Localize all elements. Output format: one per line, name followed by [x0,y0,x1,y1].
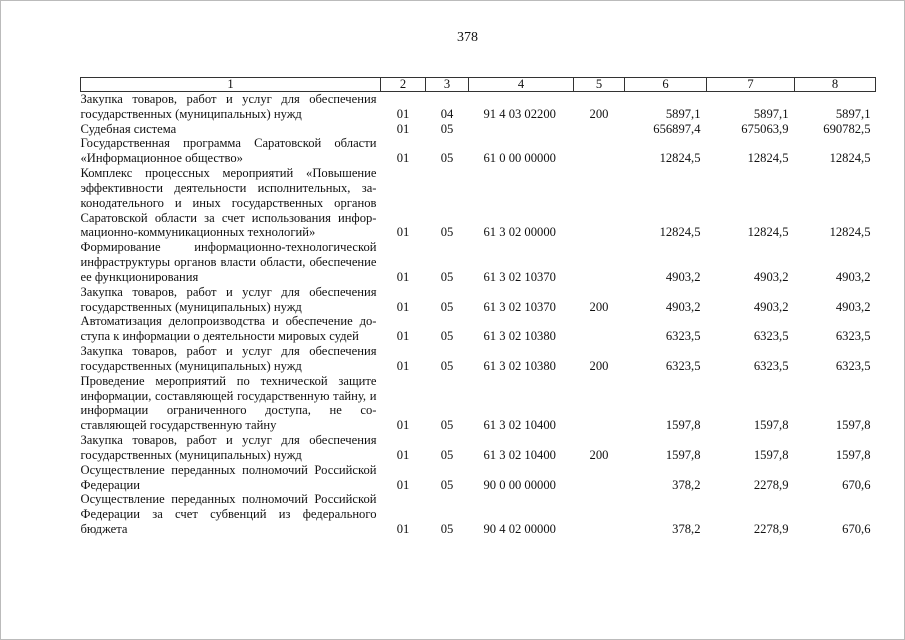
cell-target-article: 61 3 02 00000 [483,225,556,240]
cell-amount-col8: 5897,1 [835,106,871,121]
cell-amount-col7: 5897,1 [753,106,789,121]
cell-description: Закупка товаров, работ и услуг для обеспечения государственных (муниципальных) нужд [80,284,377,314]
cell-amount-col7: 2278,9 [753,522,789,537]
cell-amount-col7: 2278,9 [753,477,789,492]
cell-section: 01 [396,358,410,373]
table-row [81,374,876,433]
cell-description: Закупка товаров, работ и услуг для обеспечения государственных (муниципальных) нужд [80,433,377,462]
cell-subsection: 05 [440,329,454,344]
cell-amount-col8: 670,6 [842,477,871,492]
cell-amount-col6: 6323,5 [665,329,701,344]
cell-expense-type [574,314,625,344]
cell-amount-col6: 378,2 [672,477,701,492]
cell-description: Проведение мероприятий по технической защите информации, составляющей государственную тайну, и информации ограниченного доступа, не составляющей государственную тайну [80,373,377,433]
cell-amount-col6: 378,2 [672,522,701,537]
cell-target-article: 61 3 02 10370 [483,299,556,314]
cell-amount-col8: 6323,5 [835,358,871,373]
header-row [81,78,876,92]
cell-amount-col7: 6323,5 [753,358,789,373]
cell-subsection: 05 [440,299,454,314]
cell-subsection: 05 [440,522,454,537]
table-row [81,285,876,315]
cell-expense-type: 200 [589,106,609,121]
column-header-2: 2 [381,78,426,92]
cell-description: Автоматизация делопроизводства и обеспечение доступа к информации о деятельности мировых судей [80,314,377,344]
cell-amount-col7: 4903,2 [753,269,789,284]
cell-subsection: 05 [440,225,454,240]
cell-expense-type [574,240,625,284]
cell-amount-col6: 12824,5 [659,225,701,240]
cell-section: 01 [396,121,410,136]
cell-target-article: 61 3 02 10380 [483,329,556,344]
cell-section: 01 [396,447,410,462]
cell-target-article: 61 3 02 10400 [483,418,556,433]
column-header-3: 3 [426,78,469,92]
cell-amount-col8: 4903,2 [835,269,871,284]
cell-subsection: 04 [440,106,454,121]
cell-description: Закупка товаров, работ и услуг для обеспечения государственных (муниципальных) нужд [80,344,377,373]
cell-target-article: 61 0 00 00000 [483,151,556,166]
cell-section: 01 [396,418,410,433]
cell-description: Осуществление переданных полномочий Российской Федерации за счет субвенций из федерального бюджета [80,492,377,537]
cell-subsection: 05 [440,151,454,166]
cell-amount-col8: 12824,5 [829,225,871,240]
cell-amount-col8: 1597,8 [835,447,871,462]
cell-description: Судебная система [80,121,177,136]
table-row [81,92,876,122]
cell-section: 01 [396,225,410,240]
cell-target-article: 61 3 02 10400 [483,447,556,462]
cell-section: 01 [396,299,410,314]
cell-description: Формирование информационно-технологической инфраструктуры органов власти области, обеспечение ее функционирования [80,240,377,284]
cell-amount-col8: 12824,5 [829,151,871,166]
cell-amount-col8: 4903,2 [835,299,871,314]
column-header-4: 4 [469,78,574,92]
cell-description: Закупка товаров, работ и услуг для обеспечения государственных (муниципальных) нужд [80,92,377,121]
cell-section: 01 [396,329,410,344]
cell-subsection: 05 [440,121,454,136]
cell-expense-type [574,374,625,433]
table-row [81,314,876,344]
table-row [81,136,876,166]
table-row [81,122,876,137]
cell-amount-col7: 12824,5 [747,225,789,240]
cell-target-article: 91 4 03 02200 [483,106,556,121]
page-number: 378 [457,30,478,45]
cell-expense-type: 200 [589,358,609,373]
cell-section: 01 [396,269,410,284]
cell-amount-col6: 4903,2 [665,269,701,284]
table-row [81,433,876,463]
cell-section: 01 [396,106,410,121]
table-row [81,463,876,493]
cell-subsection: 05 [440,477,454,492]
cell-amount-col6: 12824,5 [659,151,701,166]
cell-amount-col7: 12824,5 [747,151,789,166]
cell-section: 01 [396,151,410,166]
cell-amount-col6: 5897,1 [665,106,701,121]
cell-description: Осуществление переданных полномочий Российской Федерации [80,462,377,492]
cell-target-article: 61 3 02 10370 [483,269,556,284]
budget-table [80,77,876,537]
column-header-1: 1 [81,78,381,92]
cell-description: Комплекс процессных мероприятий «Повышение эффективности деятельности исполнительных, законодательного и иных государственных органов Саратовской области за счет использования информационно-коммуникационных технологий» [80,166,377,240]
cell-subsection: 05 [440,358,454,373]
column-header-7: 7 [707,78,795,92]
cell-amount-col8: 670,6 [842,522,871,537]
cell-expense-type [574,166,625,240]
cell-subsection: 05 [440,447,454,462]
cell-section: 01 [396,522,410,537]
cell-section: 01 [396,477,410,492]
cell-amount-col6: 656897,4 [653,121,701,136]
table-row [81,240,876,284]
table-row [81,344,876,374]
cell-subsection: 05 [440,418,454,433]
cell-amount-col7: 6323,5 [753,329,789,344]
cell-amount-col6: 6323,5 [665,358,701,373]
cell-amount-col6: 1597,8 [665,447,701,462]
cell-target-article [469,122,574,137]
column-header-5: 5 [574,78,625,92]
column-header-8: 8 [795,78,876,92]
table-row [81,492,876,536]
cell-description: Государственная программа Саратовской области «Информационное общество» [80,136,377,166]
cell-amount-col8: 1597,8 [835,418,871,433]
cell-expense-type [574,463,625,493]
cell-amount-col7: 1597,8 [753,447,789,462]
column-header-6: 6 [625,78,707,92]
cell-amount-col6: 4903,2 [665,299,701,314]
cell-amount-col8: 690782,5 [823,121,871,136]
cell-target-article: 90 0 00 00000 [483,477,556,492]
cell-amount-col7: 1597,8 [753,418,789,433]
cell-expense-type [574,492,625,536]
cell-expense-type [574,122,625,137]
cell-subsection: 05 [440,269,454,284]
cell-expense-type: 200 [589,299,609,314]
cell-target-article: 61 3 02 10380 [483,358,556,373]
table-row [81,166,876,240]
cell-amount-col7: 675063,9 [741,121,789,136]
cell-target-article: 90 4 02 00000 [483,522,556,537]
cell-expense-type [574,136,625,166]
cell-expense-type: 200 [589,447,609,462]
cell-amount-col6: 1597,8 [665,418,701,433]
cell-amount-col7: 4903,2 [753,299,789,314]
cell-amount-col8: 6323,5 [835,329,871,344]
